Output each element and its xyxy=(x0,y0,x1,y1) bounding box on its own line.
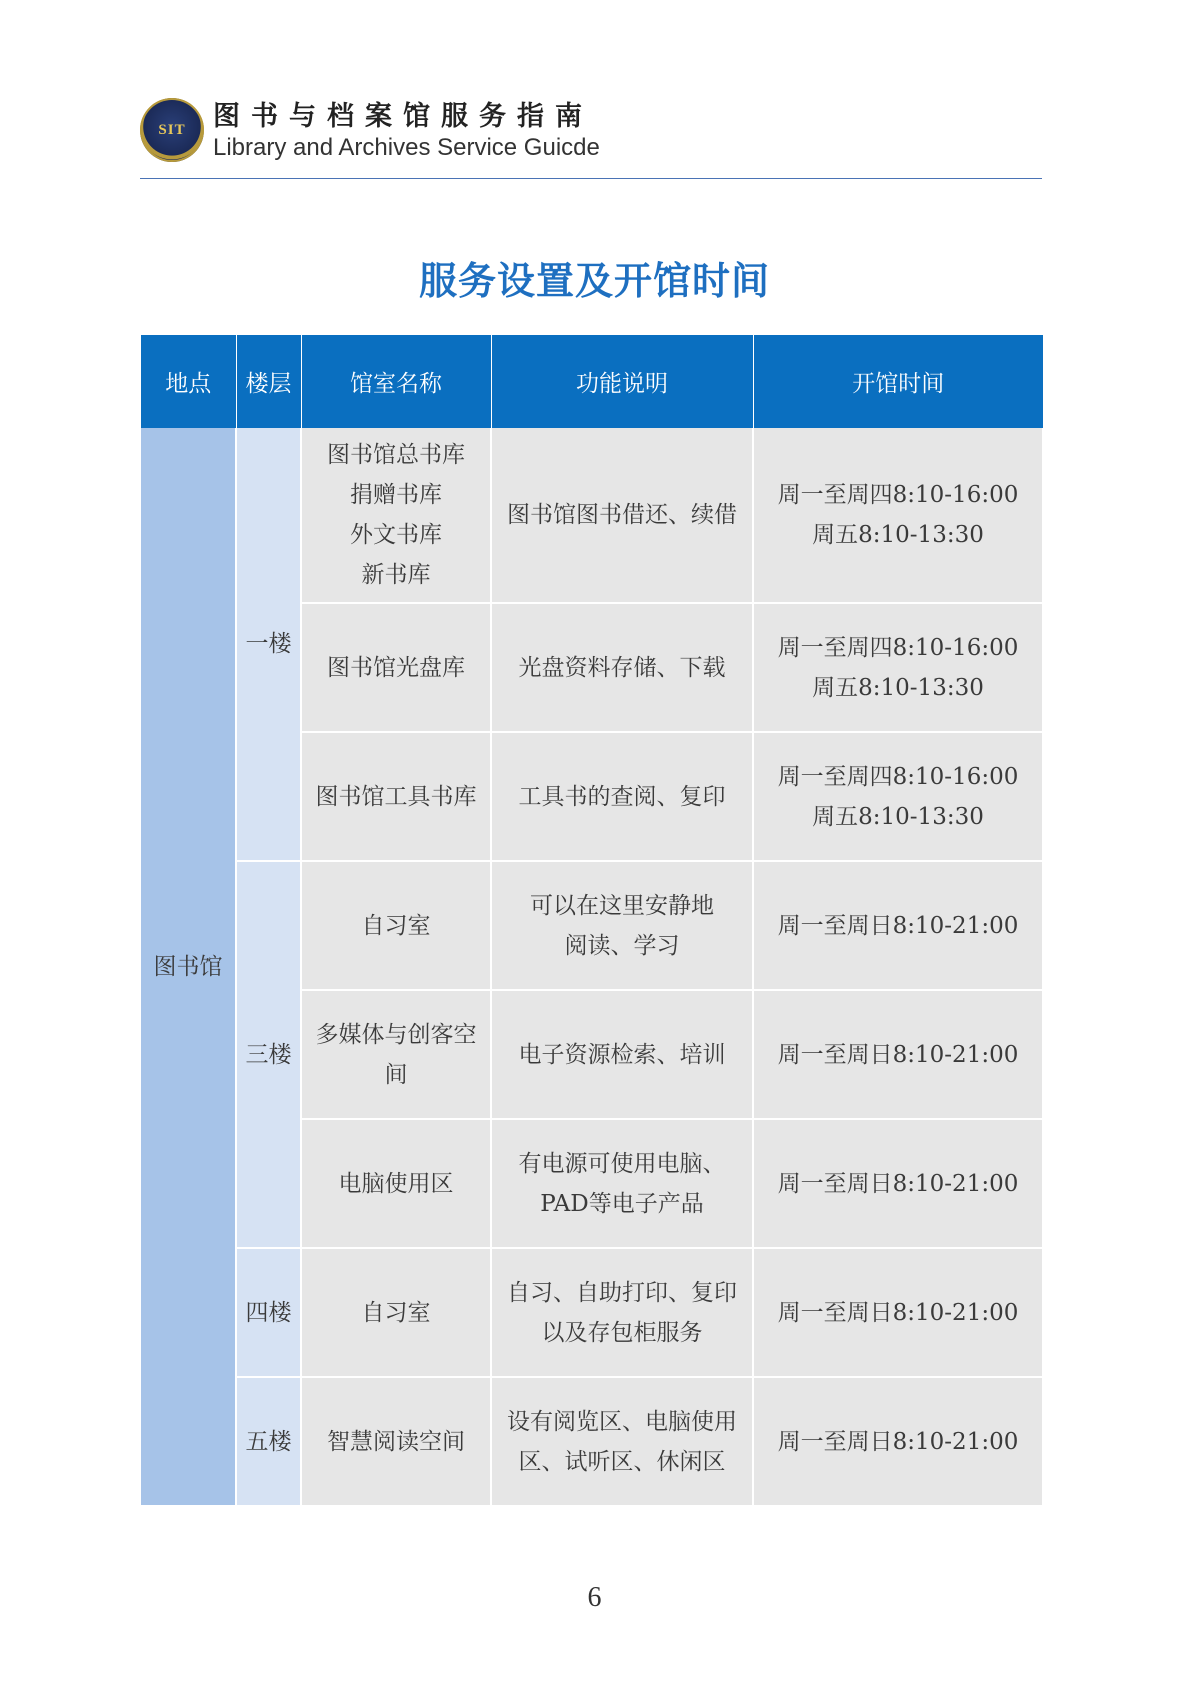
hours-line: 周一至周四8:10-16:00 xyxy=(777,763,1019,790)
function-line: 自习、自助打印、复印 xyxy=(507,1279,737,1306)
function-line: 以及存包柜服务 xyxy=(541,1319,703,1346)
logo-text: SIT xyxy=(158,122,186,138)
floor-cell: 三楼 xyxy=(236,861,301,1248)
function-cell xyxy=(491,1248,753,1377)
room-name-line: 新书库 xyxy=(361,562,431,588)
function-line: PAD等电子产品 xyxy=(540,1190,704,1217)
page-header xyxy=(140,92,1042,178)
header-divider xyxy=(140,178,1042,179)
service-table xyxy=(141,335,1044,1507)
function-line: 工具书的查阅、复印 xyxy=(518,783,726,810)
table-row xyxy=(141,428,1043,603)
hours-line: 周一至周日8:10-21:00 xyxy=(777,1428,1019,1455)
header-function: 功能说明 xyxy=(491,335,753,428)
room-name-line: 间 xyxy=(384,1061,408,1088)
room-name-line: 自习室 xyxy=(361,1299,431,1326)
function-cell xyxy=(491,603,753,732)
function-cell xyxy=(491,732,753,861)
function-cell xyxy=(491,428,753,603)
room-name-cell xyxy=(301,603,491,732)
table-header-row xyxy=(141,335,1043,428)
school-logo-icon xyxy=(140,98,204,162)
hours-line: 周五8:10-13:30 xyxy=(812,674,984,701)
hours-line: 周一至周日8:10-21:00 xyxy=(777,1299,1019,1326)
hours-line: 周一至周四8:10-16:00 xyxy=(777,482,1019,508)
function-line: 区、试听区、休闲区 xyxy=(518,1448,726,1475)
header-room-name: 馆室名称 xyxy=(301,335,491,428)
hours-cell xyxy=(753,732,1043,861)
function-line: 电子资源检索、培训 xyxy=(518,1041,726,1068)
hours-cell xyxy=(753,1119,1043,1248)
page-number: 6 xyxy=(587,1582,602,1613)
header-location: 地点 xyxy=(141,335,236,428)
function-cell xyxy=(491,861,753,990)
room-name-cell xyxy=(301,732,491,861)
hours-line: 周一至周日8:10-21:00 xyxy=(777,1041,1019,1068)
room-name-line: 图书馆总书库 xyxy=(327,442,465,468)
room-name-line: 外文书库 xyxy=(350,522,442,548)
room-name-cell xyxy=(301,990,491,1119)
guide-title-cn: 图书与档案馆服务指南 xyxy=(213,101,593,132)
room-name-line: 自习室 xyxy=(361,912,431,939)
hours-line: 周一至周日8:10-21:00 xyxy=(777,1170,1019,1197)
location-cell: 图书馆 xyxy=(141,428,236,1506)
function-cell xyxy=(491,1119,753,1248)
hours-line: 周一至周日8:10-21:00 xyxy=(777,912,1019,939)
room-name-cell xyxy=(301,861,491,990)
function-cell xyxy=(491,990,753,1119)
hours-cell xyxy=(753,603,1043,732)
table-row xyxy=(141,1377,1043,1506)
room-name-line: 图书馆工具书库 xyxy=(315,783,477,810)
room-name-cell xyxy=(301,1377,491,1506)
function-line: 设有阅览区、电脑使用 xyxy=(507,1408,737,1435)
hours-line: 周五8:10-13:30 xyxy=(812,803,984,830)
room-name-cell xyxy=(301,1248,491,1377)
room-name-line: 电脑使用区 xyxy=(338,1170,454,1197)
room-name-line: 图书馆光盘库 xyxy=(327,654,465,681)
header-floor: 楼层 xyxy=(236,335,301,428)
hours-cell xyxy=(753,990,1043,1119)
function-line: 光盘资料存储、下载 xyxy=(518,654,726,681)
page-heading: 服务设置及开馆时间 xyxy=(418,259,770,303)
floor-cell: 四楼 xyxy=(236,1248,301,1377)
room-name-line: 捐赠书库 xyxy=(350,482,442,508)
function-line: 图书馆图书借还、续借 xyxy=(507,502,737,528)
function-line: 有电源可使用电脑、 xyxy=(518,1150,726,1177)
hours-line: 周一至周四8:10-16:00 xyxy=(777,634,1019,661)
hours-cell xyxy=(753,861,1043,990)
hours-line: 周五8:10-13:30 xyxy=(812,522,984,548)
room-name-cell xyxy=(301,1119,491,1248)
hours-cell xyxy=(753,1377,1043,1506)
floor-cell: 五楼 xyxy=(236,1377,301,1506)
header-hours: 开馆时间 xyxy=(753,335,1043,428)
hours-cell xyxy=(753,1248,1043,1377)
hours-cell xyxy=(753,428,1043,603)
function-line: 可以在这里安静地 xyxy=(530,892,714,919)
table-row xyxy=(141,1248,1043,1377)
room-name-line: 智慧阅读空间 xyxy=(327,1428,465,1455)
table-row xyxy=(141,861,1043,990)
room-name-line: 多媒体与创客空 xyxy=(315,1021,477,1048)
floor-cell: 一楼 xyxy=(236,428,301,861)
function-cell xyxy=(491,1377,753,1506)
guide-title-en: Library and Archives Service Guicde xyxy=(213,134,600,161)
room-name-cell xyxy=(301,428,491,603)
function-line: 阅读、学习 xyxy=(564,932,680,959)
